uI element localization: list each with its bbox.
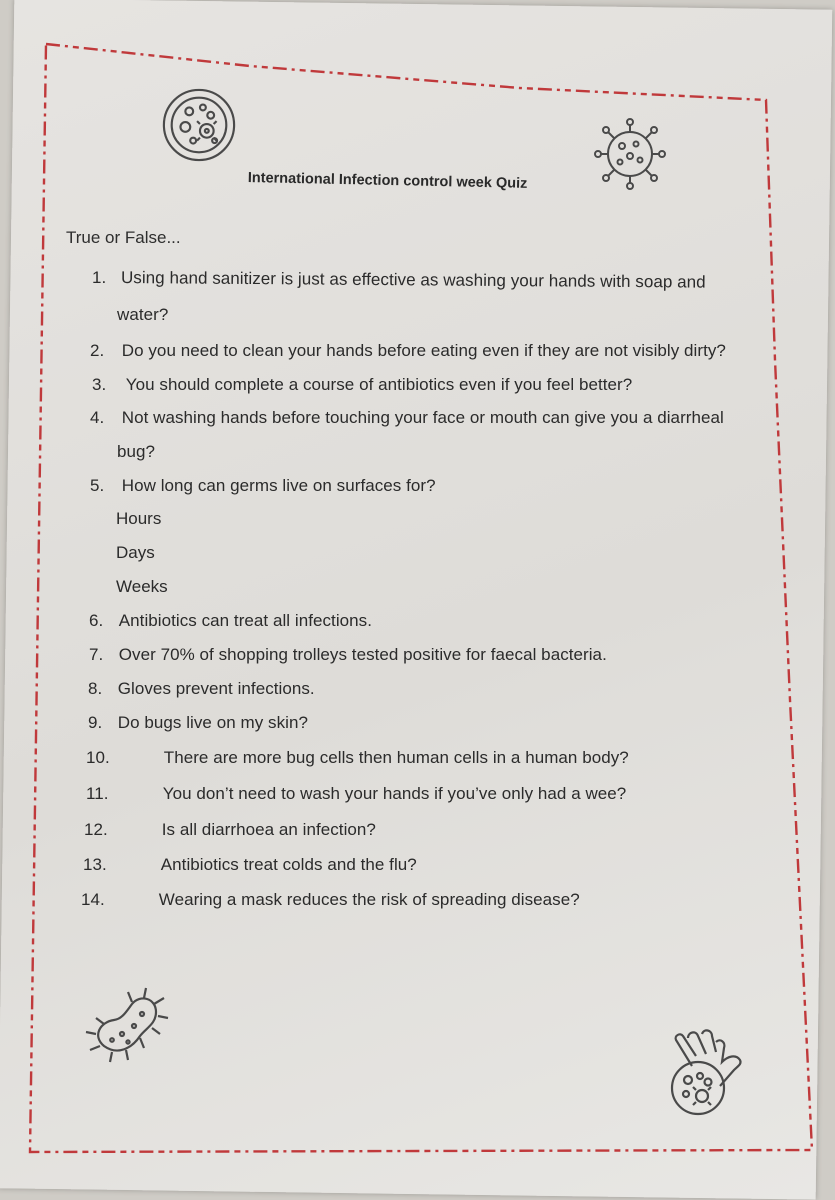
question-text: water? bbox=[117, 305, 169, 324]
subtitle: True or False... bbox=[66, 228, 181, 247]
question-text: Over 70% of shopping trolleys tested positive for faecal bacteria. bbox=[118, 645, 607, 664]
quiz-title: International Infection control week Quiz bbox=[247, 170, 528, 192]
question-number: 2. bbox=[90, 341, 105, 360]
question-text: Wearing a mask reduces the risk of spreading disease? bbox=[158, 890, 580, 909]
answer-option: Weeks bbox=[116, 577, 168, 596]
question-12 bbox=[84, 820, 376, 840]
question-text: bug? bbox=[117, 442, 156, 461]
answer-option: Hours bbox=[116, 509, 162, 528]
question-text: There are more bug cells then human cells in a human body? bbox=[163, 748, 629, 767]
question-number: 4. bbox=[90, 408, 105, 427]
question-13 bbox=[83, 855, 417, 875]
question-4-continued bbox=[117, 442, 155, 462]
question-text: Do you need to clean your hands before eating even if they are not visibly dirty? bbox=[121, 341, 726, 360]
question-number: 3. bbox=[92, 375, 107, 394]
question-number: 9. bbox=[88, 713, 103, 732]
question-5 bbox=[90, 476, 436, 496]
petri-dish-icon bbox=[160, 86, 238, 164]
question-number: 12. bbox=[84, 820, 108, 839]
bacterium-icon bbox=[82, 984, 172, 1074]
question-9 bbox=[88, 713, 308, 733]
question-text: You don’t need to wash your hands if you’ve only had a wee? bbox=[162, 784, 627, 803]
question-number: 11. bbox=[86, 784, 109, 803]
question-8 bbox=[88, 679, 315, 699]
question-11 bbox=[86, 784, 626, 804]
question-number: 14. bbox=[81, 890, 105, 909]
question-7 bbox=[89, 645, 607, 665]
question-text: Not washing hands before touching your face or mouth can give you a diarrheal bbox=[121, 408, 724, 427]
question-6 bbox=[89, 611, 372, 631]
question-text: How long can germs live on surfaces for? bbox=[121, 476, 436, 495]
question-number: 6. bbox=[89, 611, 104, 630]
question-text: Is all diarrhoea an infection? bbox=[161, 820, 376, 839]
question-3 bbox=[92, 375, 632, 395]
question-text: You should complete a course of antibiotics even if you feel better? bbox=[125, 375, 633, 394]
answer-option: Days bbox=[116, 543, 155, 562]
question-number: 8. bbox=[88, 679, 103, 698]
question-text: Antibiotics can treat all infections. bbox=[118, 611, 372, 630]
question-number: 13. bbox=[83, 855, 107, 874]
question-text: Antibiotics treat colds and the flu? bbox=[160, 855, 417, 874]
virus-icon bbox=[590, 116, 670, 192]
question-number: 10. bbox=[86, 748, 110, 767]
question-number: 7. bbox=[89, 645, 104, 664]
question-14 bbox=[81, 890, 580, 910]
question-1-continued bbox=[117, 305, 168, 325]
question-4 bbox=[90, 408, 724, 428]
question-10 bbox=[86, 748, 629, 768]
question-1 bbox=[92, 268, 706, 292]
question-2 bbox=[90, 341, 726, 361]
hand-germ-icon bbox=[662, 1022, 754, 1116]
question-text: Using hand sanitizer is just as effective as washing your hands with soap and bbox=[120, 268, 706, 292]
question-text: Gloves prevent infections. bbox=[117, 679, 315, 698]
question-text: Do bugs live on my skin? bbox=[117, 713, 308, 732]
question-number: 5. bbox=[90, 476, 105, 495]
question-number: 1. bbox=[92, 268, 107, 287]
